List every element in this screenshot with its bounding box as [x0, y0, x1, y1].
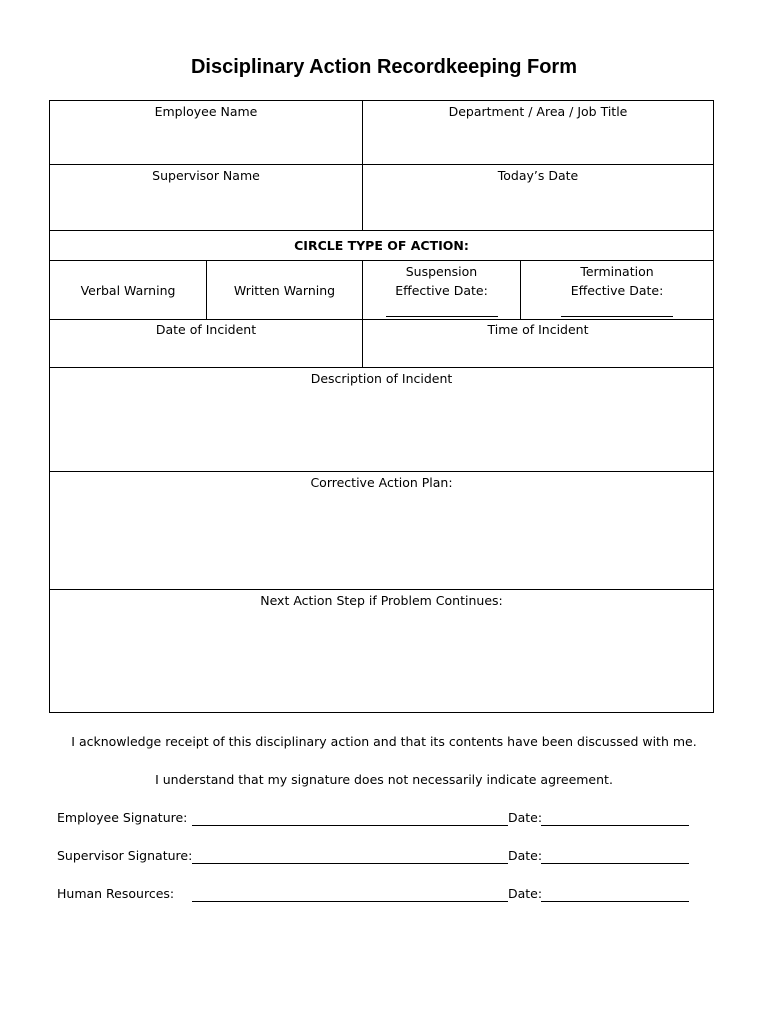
- termination-date-line[interactable]: [561, 316, 673, 317]
- human-resources-label: Human Resources:: [57, 886, 175, 901]
- row-divider: [50, 471, 713, 472]
- time-of-incident-field[interactable]: Time of Incident: [487, 322, 589, 337]
- suspension-effective-date-label: Effective Date:: [395, 283, 488, 298]
- suspension-option[interactable]: Suspension: [405, 264, 478, 279]
- row-divider: [50, 230, 713, 231]
- acknowledgement-text: I acknowledge receipt of this disciplinary action and that its contents have been discussed with me.: [71, 734, 697, 749]
- verbal-warning-option[interactable]: Verbal Warning: [80, 283, 176, 298]
- row-divider: [50, 260, 713, 261]
- employee-signature-line[interactable]: [192, 825, 508, 826]
- supervisor-date-label: Date:: [508, 848, 543, 863]
- corrective-action-plan-field[interactable]: Corrective Action Plan:: [310, 475, 453, 490]
- human-resources-signature-line[interactable]: [192, 901, 508, 902]
- todays-date-field[interactable]: Today’s Date: [497, 168, 579, 183]
- supervisor-signature-line[interactable]: [192, 863, 508, 864]
- action-type-header: CIRCLE TYPE OF ACTION:: [294, 238, 469, 253]
- supervisor-signature-label: Supervisor Signature:: [57, 848, 193, 863]
- employee-name-field[interactable]: Employee Name: [154, 104, 258, 119]
- termination-effective-date-label: Effective Date:: [570, 283, 664, 298]
- form-table: [49, 100, 714, 713]
- row-divider: [50, 164, 713, 165]
- date-of-incident-field[interactable]: Date of Incident: [155, 322, 257, 337]
- supervisor-date-line[interactable]: [541, 863, 689, 864]
- human-resources-date-line[interactable]: [541, 901, 689, 902]
- termination-option[interactable]: Termination: [580, 264, 654, 279]
- form-title: Disciplinary Action Recordkeeping Form: [190, 56, 577, 78]
- employee-date-line[interactable]: [541, 825, 689, 826]
- next-action-step-field[interactable]: Next Action Step if Problem Continues:: [260, 593, 503, 608]
- employee-signature-label: Employee Signature:: [57, 810, 188, 825]
- human-resources-date-label: Date:: [508, 886, 543, 901]
- row-divider: [50, 367, 713, 368]
- agreement-disclaimer-text: I understand that my signature does not necessarily indicate agreement.: [155, 772, 613, 787]
- supervisor-name-field[interactable]: Supervisor Name: [152, 168, 260, 183]
- row-divider: [50, 589, 713, 590]
- suspension-date-line[interactable]: [386, 316, 498, 317]
- description-of-incident-field[interactable]: Description of Incident: [310, 371, 453, 386]
- department-field[interactable]: Department / Area / Job Title: [448, 104, 628, 119]
- employee-date-label: Date:: [508, 810, 543, 825]
- written-warning-option[interactable]: Written Warning: [233, 283, 336, 298]
